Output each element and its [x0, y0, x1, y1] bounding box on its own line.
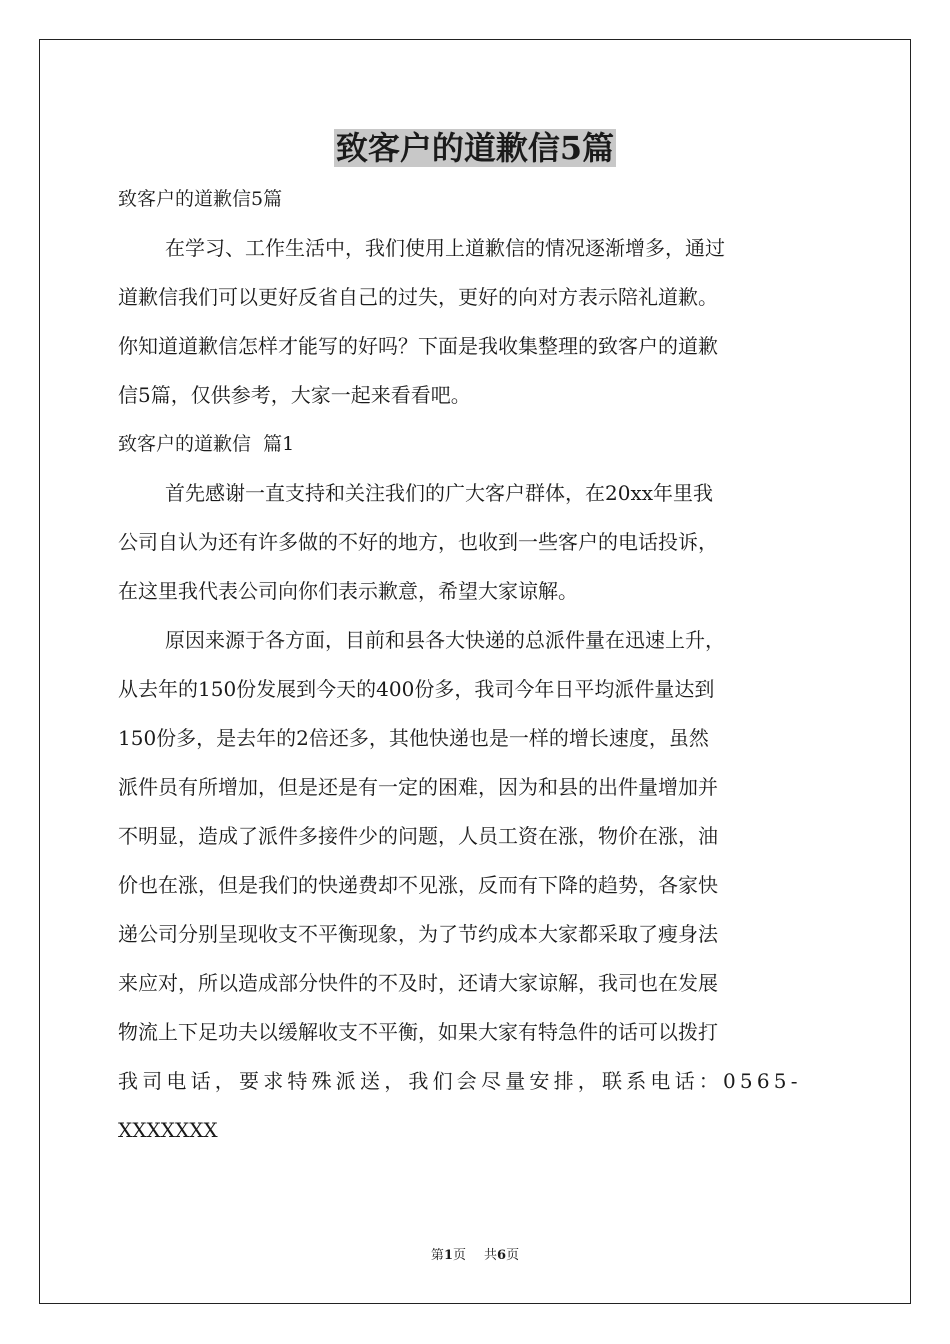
section1-paragraph-2: [118, 616, 836, 1155]
page-footer: [0, 1246, 950, 1266]
page-current: 1: [443, 1248, 453, 1263]
document-body: [118, 175, 836, 1155]
paragraph-line: 从去年的150份发展到今天的400份多，我司今年日平均派件量达到: [118, 677, 715, 701]
document-subtitle: 致客户的道歉信5篇: [118, 188, 283, 210]
paragraph-line: 递公司分别呈现收支不平衡现象，为了节约成本大家都采取了瘦身法: [118, 922, 718, 946]
paragraph-line: 首先感谢一直支持和关注我们的广大客户群体，在20xx年里我: [165, 481, 714, 505]
paragraph-line: 公司自认为还有许多做的不好的地方，也收到一些客户的电话投诉，: [118, 530, 718, 554]
paragraph-line: 我司电话，要求特殊派送，我们会尽量安排，联系电话：0565-: [118, 1069, 802, 1093]
paragraph-line: 你知道道歉信怎样才能写的好吗？下面是我收集整理的致客户的道歉: [118, 334, 718, 358]
section-heading: 致客户的道歉信 篇1: [118, 433, 295, 455]
document-title: [0, 124, 950, 172]
paragraph-line: 原因来源于各方面，目前和县各大快递的总派件量在迅速上升，: [165, 628, 725, 652]
total-suffix: 页: [506, 1248, 520, 1263]
paragraph-line: 道歉信我们可以更好反省自己的过失，更好的向对方表示陪礼道歉。: [118, 285, 718, 309]
paragraph-line: 价也在涨，但是我们的快递费却不见涨，反而有下降的趋势，各家快: [118, 873, 718, 897]
paragraph-line: 信5篇，仅供参考，大家一起来看看吧。: [118, 383, 471, 407]
paragraph-line: XXXXXXX: [118, 1118, 218, 1142]
paragraph-line: 不明显，造成了派件多接件少的问题，人员工资在涨，物价在涨，油: [118, 824, 718, 848]
paragraph-line: 在这里我代表公司向你们表示歉意，希望大家谅解。: [118, 579, 578, 603]
paragraph-line: 派件员有所增加，但是还是有一定的困难，因为和县的出件量增加并: [118, 775, 718, 799]
paragraph-line: 在学习、工作生活中，我们使用上道歉信的情况逐渐增多，通过: [165, 236, 725, 260]
document-title-text: 致客户的道歉信5篇: [335, 129, 615, 167]
paragraph-line: 150份多，是去年的2倍还多，其他快递也是一样的增长速度，虽然: [118, 726, 709, 750]
page-prefix: 第: [430, 1248, 444, 1263]
intro-paragraph: [118, 224, 836, 420]
paragraph-line: 物流上下足功夫以缓解收支不平衡，如果大家有特急件的话可以拨打: [118, 1020, 718, 1044]
section1-paragraph-1: [118, 469, 836, 616]
total-prefix: 共: [484, 1248, 498, 1263]
page-suffix: 页: [452, 1248, 466, 1263]
page-total: 6: [497, 1248, 507, 1263]
paragraph-line: 来应对，所以造成部分快件的不及时，还请大家谅解，我司也在发展: [118, 971, 718, 995]
